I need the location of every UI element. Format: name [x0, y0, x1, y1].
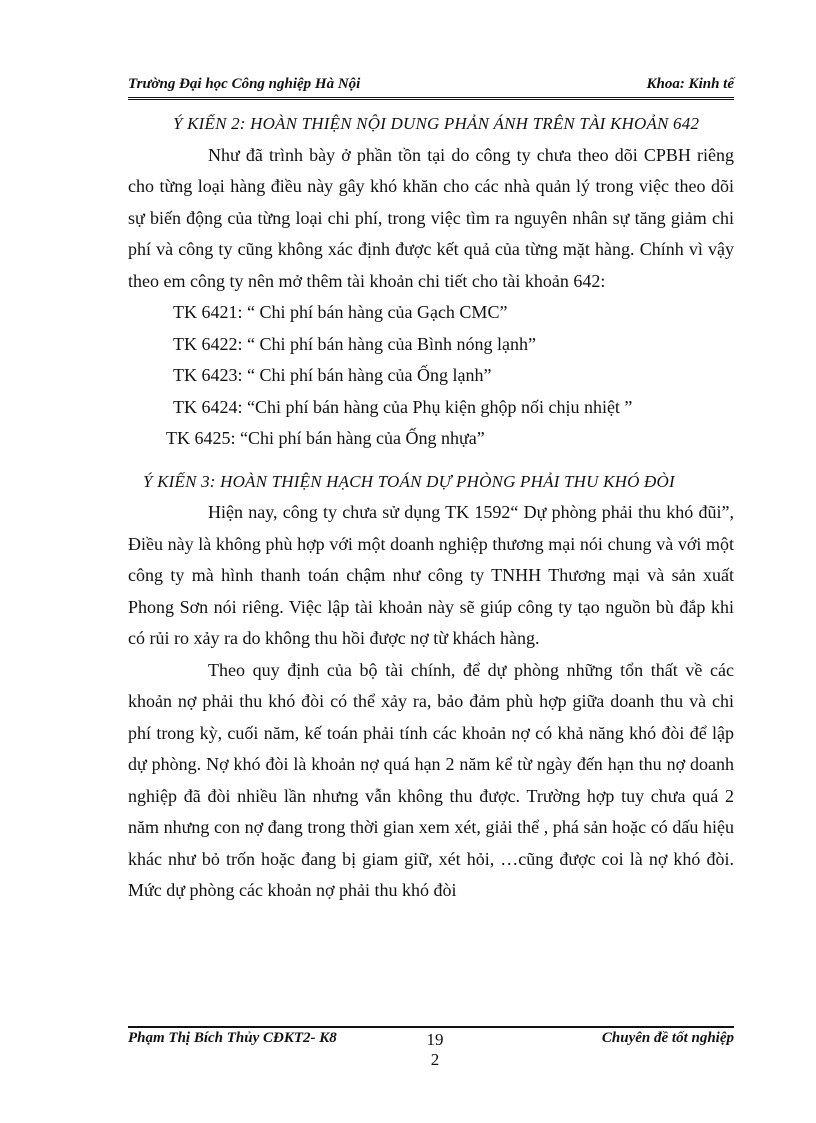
page-number-top: 19: [426, 1030, 444, 1049]
account-item: TK 6424: “Chi phí bán hàng của Phụ kiện ghộp nối chịu nhiệt ”: [173, 396, 633, 417]
section3-heading: Ý KIẾN 3: HOÀN THIỆN HẠCH TOÁN DỰ PHÒNG PHẢI THU KHÓ ĐÒI: [143, 471, 675, 491]
account-item: TK 6423: “ Chi phí bán hàng của Ống lạnh”: [173, 365, 492, 385]
account-list: [128, 297, 734, 455]
page-header: [128, 76, 734, 98]
account-item: TK 6421: “ Chi phí bán hàng của Gạch CMC”: [173, 302, 508, 322]
page-number: [410, 1030, 460, 1070]
page-body: [128, 108, 734, 907]
section3-paragraph-2: Theo quy định của bộ tài chính, để dự phòng những tổn thất về các khoản nợ phải thu khó đòi có thể xảy ra, bảo đảm phù hợp giữa doanh thu và chi phí trong kỳ, cuối năm, kế toán phải tính các khoản nợ có khả năng khó đòi để lập dự phòng. Nợ khó đòi là khoản nợ quá hạn 2 năm kể từ ngày đến hạn thu nợ doanh nghiệp đã đòi nhiều lần nhưng vẫn không thu được. Trường hợp tuy chưa quá 2 năm nhưng con nợ đang trong thời gian xem xét, giải thể , phá sản hoặc có dấu hiệu khác như bỏ trốn hoặc đang bị giam giữ, xét hỏi, …cũng được coi là nợ khó đòi. Mức dự phòng các khoản nợ phải thu khó đòi: [128, 659, 734, 900]
section2-paragraph: Như đã trình bày ở phần tồn tại do công ty chưa theo dõi CPBH riêng cho từng loại hàng điều này gây khó khăn cho các nhà quản lý trong việc theo dõi sự biến động của từng loại chi phí, trong việc tìm ra nguyên nhân sự tăng giảm chi phí và công ty cũng không xác định được kết quả của từng mặt hàng. Chính vì vậy theo em công ty nên mở thêm tài khoản chi tiết cho tài khoản 642:: [128, 144, 734, 291]
footer-title: Chuyên đề tốt nghiệp: [601, 1030, 734, 1046]
footer-author: Phạm Thị Bích Thủy CĐKT2- K8: [128, 1030, 337, 1046]
section2-heading: Ý KIẾN 2: HOÀN THIỆN NỘI DUNG PHẢN ÁNH TRÊN TÀI KHOẢN 642: [173, 114, 700, 133]
header-faculty: Khoa: Kinh tế: [646, 76, 734, 92]
header-rule: [128, 97, 734, 100]
header-school: Trường Đại học Công nghiệp Hà Nội: [128, 76, 361, 92]
page-number-bottom: 2: [430, 1050, 440, 1069]
account-item: TK 6425: “Chi phí bán hàng của Ống nhựa”: [166, 428, 485, 448]
footer-rule: [128, 1026, 734, 1028]
section3-paragraph-1: Hiện nay, công ty chưa sử dụng TK 1592“ Dự phòng phải thu khó đũi”, Điều này là không phù hợp với một doanh nghiệp thương mại nói chung và với một công ty mà hình thanh toán chậm như công ty TNHH Thương mại và sản xuất Phong Sơn nói riêng. Việc lập tài khoản này sẽ giúp công ty tạo nguồn bù đắp khi có rủi ro xảy ra do không thu hồi được nợ từ khách hàng.: [128, 502, 734, 648]
account-item: TK 6422: “ Chi phí bán hàng của Bình nóng lạnh”: [173, 333, 536, 354]
